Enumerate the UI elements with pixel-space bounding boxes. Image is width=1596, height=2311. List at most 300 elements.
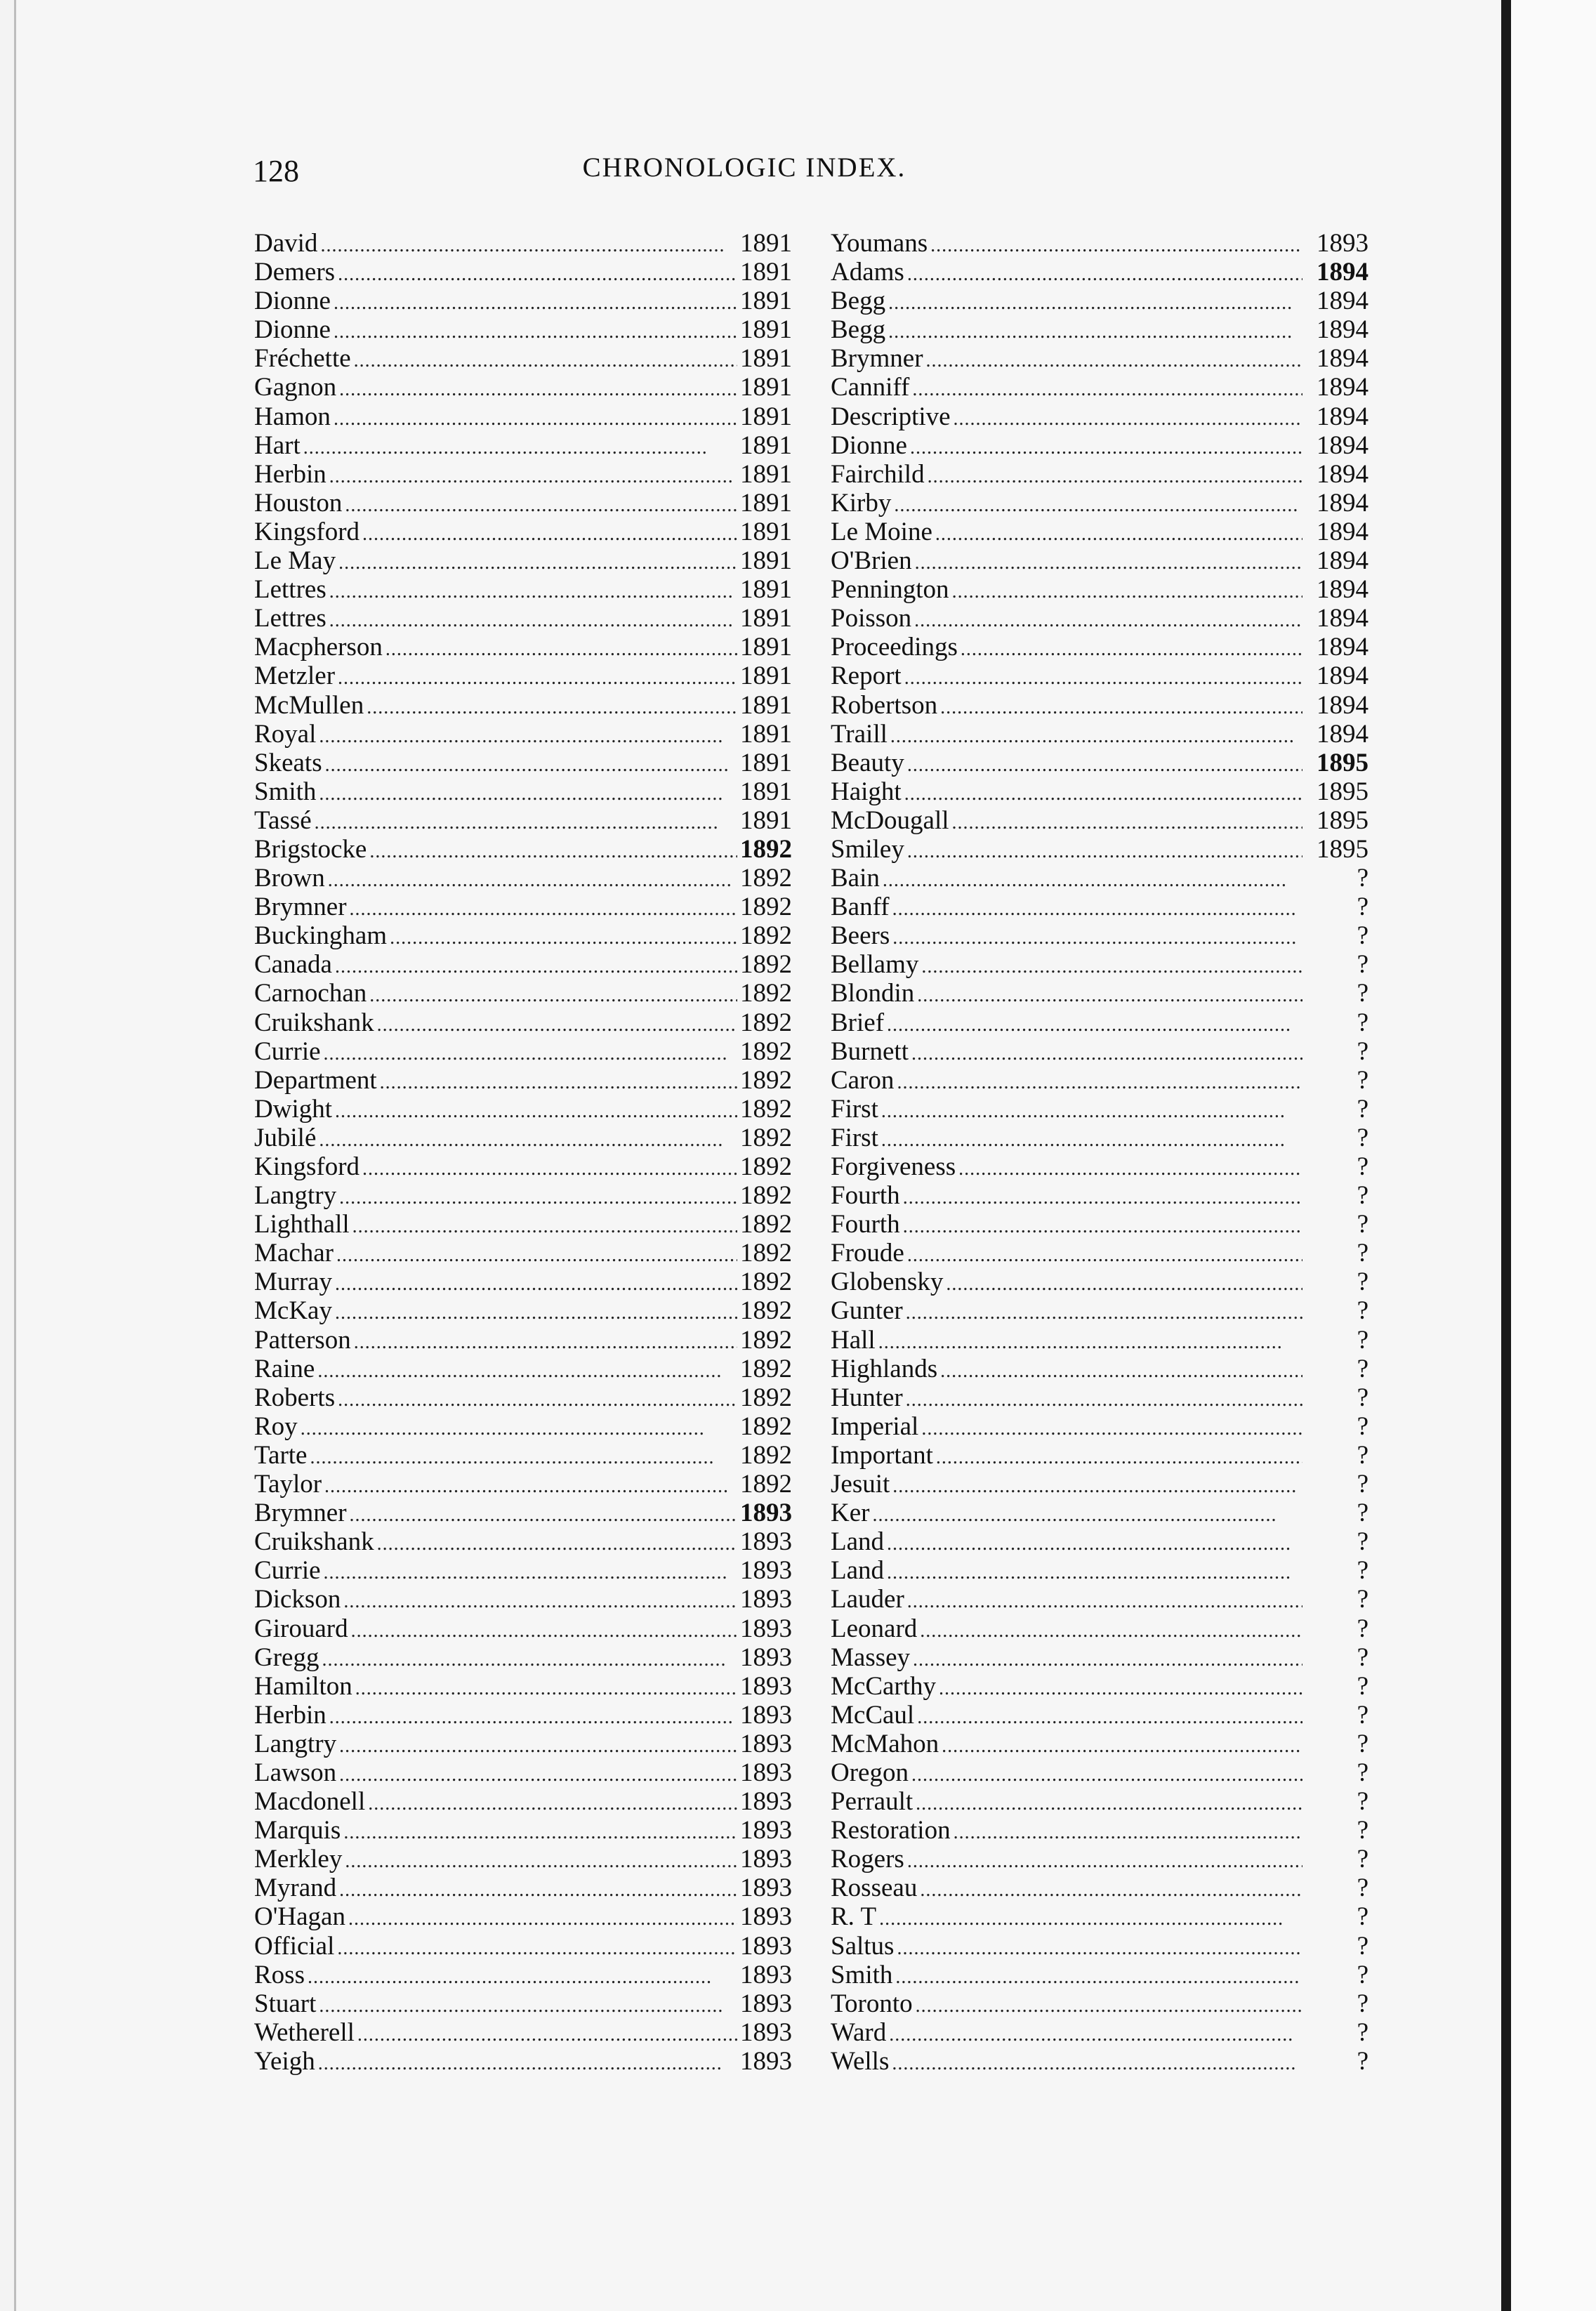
entry-name: Marquis bbox=[254, 1816, 341, 1845]
index-entry bbox=[831, 315, 1369, 344]
entry-name: Raine bbox=[254, 1354, 315, 1383]
dot-leader bbox=[930, 231, 1302, 260]
entry-name: Department bbox=[254, 1065, 377, 1095]
entry-year: ? bbox=[1357, 921, 1369, 951]
entry-year: 1893 bbox=[740, 1902, 792, 1932]
dot-leader bbox=[939, 1674, 1302, 1703]
entry-year: 1893 bbox=[740, 1729, 792, 1758]
index-entry bbox=[831, 373, 1369, 402]
entry-name: Brief bbox=[831, 1008, 885, 1037]
entry-name: Banff bbox=[831, 893, 890, 922]
entry-name: Hamilton bbox=[254, 1671, 352, 1701]
entry-year: 1893 bbox=[740, 1585, 792, 1614]
entry-year: 1894 bbox=[1317, 546, 1369, 576]
dot-leader bbox=[952, 808, 1302, 837]
dot-leader bbox=[942, 1732, 1302, 1760]
entry-name: Dickson bbox=[254, 1585, 341, 1614]
dot-leader bbox=[339, 375, 737, 404]
index-entry bbox=[254, 1932, 792, 1961]
dot-leader bbox=[904, 779, 1302, 808]
entry-name: Brymner bbox=[831, 344, 923, 374]
dot-leader bbox=[881, 1097, 1302, 1126]
entry-name: Lettres bbox=[254, 575, 327, 605]
entry-year: 1894 bbox=[1317, 373, 1369, 402]
entry-year: ? bbox=[1357, 1152, 1369, 1181]
entry-year: 1893 bbox=[1317, 229, 1369, 258]
entry-year: 1894 bbox=[1317, 719, 1369, 749]
entry-name: Land bbox=[831, 1556, 885, 1586]
dot-leader bbox=[385, 635, 737, 664]
entry-name: Traill bbox=[831, 719, 888, 749]
index-entry bbox=[254, 546, 792, 575]
index-column-right bbox=[831, 229, 1369, 2076]
index-entry bbox=[254, 633, 792, 661]
entry-name: Herbin bbox=[254, 459, 327, 489]
entry-name: Brown bbox=[254, 864, 325, 893]
entry-year: 1892 bbox=[740, 979, 792, 1008]
entry-year: 1893 bbox=[740, 1787, 792, 1817]
entry-year: 1891 bbox=[740, 661, 792, 691]
entry-year: 1892 bbox=[740, 1065, 792, 1095]
entry-name: Lawson bbox=[254, 1758, 337, 1787]
entry-name: Tarte bbox=[254, 1440, 308, 1470]
dot-leader bbox=[894, 491, 1302, 520]
dot-leader bbox=[350, 895, 737, 923]
index-entry bbox=[254, 1701, 792, 1730]
entry-name: O'Hagan bbox=[254, 1902, 345, 1932]
entry-name: Froude bbox=[831, 1239, 904, 1268]
entry-year: 1892 bbox=[740, 921, 792, 951]
entry-name: Royal bbox=[254, 719, 317, 749]
entry-year: ? bbox=[1357, 1411, 1369, 1441]
entry-year: 1892 bbox=[740, 1411, 792, 1441]
dot-leader bbox=[368, 1789, 737, 1818]
entry-year: ? bbox=[1357, 1354, 1369, 1383]
dot-leader bbox=[329, 462, 737, 491]
dot-leader bbox=[318, 2049, 737, 2078]
entry-name: R. T bbox=[831, 1902, 877, 1932]
entry-year: 1894 bbox=[1317, 633, 1369, 662]
dot-leader bbox=[328, 866, 737, 895]
entry-year: ? bbox=[1357, 1931, 1369, 1961]
dot-leader bbox=[961, 635, 1302, 664]
entry-year: ? bbox=[1357, 1123, 1369, 1152]
entry-name: Rogers bbox=[831, 1845, 904, 1874]
dot-leader bbox=[369, 981, 737, 1010]
index-entry bbox=[254, 1961, 792, 1989]
index-entry bbox=[831, 835, 1369, 864]
entry-year: 1891 bbox=[740, 777, 792, 806]
entry-year: 1893 bbox=[740, 2046, 792, 2076]
entry-year: 1891 bbox=[740, 373, 792, 402]
entry-year: 1892 bbox=[740, 864, 792, 893]
index-entry bbox=[254, 315, 792, 344]
entry-year: 1893 bbox=[740, 1816, 792, 1845]
dot-leader bbox=[310, 1443, 737, 1472]
entry-name: Brymner bbox=[254, 1499, 347, 1528]
entry-name: Dionne bbox=[254, 315, 331, 345]
index-entry bbox=[831, 1470, 1369, 1499]
dot-leader bbox=[954, 1818, 1302, 1847]
entry-year: 1893 bbox=[740, 1614, 792, 1643]
index-entry bbox=[831, 258, 1369, 287]
page-title: CHRONOLOGIC INDEX. bbox=[582, 152, 906, 183]
entry-name: Important bbox=[831, 1440, 933, 1470]
entry-name: Myrand bbox=[254, 1874, 337, 1903]
page-number: 128 bbox=[253, 154, 299, 188]
entry-name: Hart bbox=[254, 430, 301, 460]
entry-name: Fairchild bbox=[831, 459, 925, 489]
entry-year: 1894 bbox=[1317, 575, 1369, 605]
entry-year: 1891 bbox=[740, 546, 792, 576]
index-entry bbox=[831, 1816, 1369, 1845]
entry-name: McKay bbox=[254, 1296, 332, 1326]
dot-leader bbox=[954, 404, 1302, 433]
index-entry bbox=[254, 1902, 792, 1931]
dot-leader bbox=[879, 1904, 1302, 1933]
index-entry bbox=[254, 864, 792, 893]
entry-year: ? bbox=[1357, 893, 1369, 922]
entry-year: ? bbox=[1357, 950, 1369, 980]
index-entry bbox=[254, 431, 792, 460]
dot-leader bbox=[351, 1617, 737, 1645]
index-entry bbox=[831, 431, 1369, 460]
dot-leader bbox=[362, 520, 737, 548]
dot-leader bbox=[889, 2020, 1302, 2049]
index-entry bbox=[831, 1326, 1369, 1355]
index-entry bbox=[254, 1556, 792, 1585]
dot-leader bbox=[357, 2020, 737, 2049]
entry-name: Ker bbox=[831, 1499, 870, 1528]
index-entry bbox=[831, 1643, 1369, 1672]
entry-year: 1892 bbox=[740, 1325, 792, 1355]
entry-year: 1895 bbox=[1317, 805, 1369, 835]
dot-leader bbox=[319, 779, 737, 808]
index-entry bbox=[254, 1412, 792, 1441]
entry-year: 1892 bbox=[740, 1181, 792, 1211]
dot-leader bbox=[958, 1154, 1302, 1183]
index-entry bbox=[831, 518, 1369, 546]
index-entry bbox=[254, 460, 792, 489]
entry-year: 1891 bbox=[740, 748, 792, 777]
index-entry bbox=[254, 720, 792, 749]
entry-name: Jubilé bbox=[254, 1123, 317, 1152]
index-entry bbox=[254, 1268, 792, 1296]
index-entry bbox=[254, 1874, 792, 1902]
dot-leader bbox=[339, 1732, 737, 1760]
index-entry bbox=[831, 1499, 1369, 1527]
entry-name: Jesuit bbox=[831, 1470, 890, 1499]
index-entry bbox=[831, 1787, 1369, 1816]
entry-year: 1891 bbox=[740, 517, 792, 546]
entry-year: 1894 bbox=[1317, 402, 1369, 431]
dot-leader bbox=[377, 1010, 737, 1039]
entry-name: Begg bbox=[831, 287, 886, 316]
index-entry bbox=[254, 489, 792, 518]
dot-leader bbox=[904, 664, 1302, 692]
index-entry bbox=[831, 691, 1369, 720]
index-entry bbox=[254, 1787, 792, 1816]
index-entry bbox=[831, 575, 1369, 604]
index-entry bbox=[254, 604, 792, 633]
entry-name: Fréchette bbox=[254, 344, 351, 374]
entry-name: Le May bbox=[254, 546, 336, 576]
entry-name: Murray bbox=[254, 1268, 332, 1297]
dot-leader bbox=[887, 1558, 1302, 1587]
entry-name: Gunter bbox=[831, 1296, 903, 1326]
entry-name: Burnett bbox=[831, 1036, 909, 1066]
entry-name: Tassé bbox=[254, 805, 312, 835]
index-entry bbox=[254, 979, 792, 1008]
dot-leader bbox=[354, 1328, 737, 1357]
dot-leader bbox=[920, 1876, 1302, 1904]
entry-year: 1892 bbox=[740, 1210, 792, 1239]
dot-leader bbox=[355, 1674, 737, 1703]
dot-leader bbox=[907, 1847, 1302, 1876]
entry-year: 1891 bbox=[740, 315, 792, 345]
entry-year: ? bbox=[1357, 1585, 1369, 1614]
entry-name: Oregon bbox=[831, 1758, 909, 1787]
index-entry bbox=[254, 287, 792, 315]
entry-name: O'Brien bbox=[831, 546, 912, 576]
entry-year: ? bbox=[1357, 1614, 1369, 1643]
index-entry bbox=[831, 777, 1369, 806]
index-entry bbox=[254, 518, 792, 546]
index-entry bbox=[831, 893, 1369, 921]
index-entry bbox=[254, 1008, 792, 1037]
index-entry bbox=[254, 806, 792, 835]
entry-year: ? bbox=[1357, 1960, 1369, 1989]
index-entry bbox=[254, 1441, 792, 1470]
index-entry bbox=[831, 1961, 1369, 1989]
entry-year: 1892 bbox=[740, 1036, 792, 1066]
index-entry bbox=[831, 546, 1369, 575]
index-entry bbox=[831, 1902, 1369, 1931]
entry-name: Carnochan bbox=[254, 979, 367, 1008]
index-entry bbox=[831, 1066, 1369, 1095]
index-entry bbox=[831, 1874, 1369, 1902]
dot-leader bbox=[329, 606, 737, 635]
entry-year: 1894 bbox=[1317, 690, 1369, 720]
index-entry bbox=[254, 229, 792, 258]
index-entry bbox=[831, 1672, 1369, 1701]
dot-leader bbox=[338, 260, 737, 289]
index-entry bbox=[831, 1527, 1369, 1556]
dot-leader bbox=[928, 462, 1302, 491]
entry-year: 1894 bbox=[1317, 287, 1369, 316]
entry-name: Herbin bbox=[254, 1700, 327, 1730]
entry-year: 1892 bbox=[740, 1094, 792, 1124]
entry-name: Ross bbox=[254, 1960, 305, 1989]
entry-year: ? bbox=[1357, 1642, 1369, 1672]
index-entry bbox=[831, 489, 1369, 518]
entry-name: Massey bbox=[831, 1642, 911, 1672]
dot-leader bbox=[946, 1270, 1302, 1298]
entry-year: 1891 bbox=[740, 575, 792, 605]
index-entry bbox=[831, 979, 1369, 1008]
index-entry bbox=[831, 1932, 1369, 1961]
dot-leader bbox=[329, 577, 737, 606]
entry-year: 1892 bbox=[740, 1440, 792, 1470]
entry-name: Beers bbox=[831, 921, 890, 951]
dot-leader bbox=[335, 1298, 737, 1327]
dot-leader bbox=[334, 289, 737, 317]
dot-leader bbox=[907, 1241, 1302, 1270]
entry-name: Ward bbox=[831, 2017, 887, 2047]
entry-name: Macpherson bbox=[254, 633, 383, 662]
dot-leader bbox=[920, 1617, 1302, 1645]
index-entry bbox=[831, 344, 1369, 373]
dot-leader bbox=[325, 751, 737, 779]
entry-year: ? bbox=[1357, 979, 1369, 1008]
entry-year: ? bbox=[1357, 864, 1369, 893]
dot-leader bbox=[319, 1991, 737, 2020]
entry-year: 1892 bbox=[740, 1268, 792, 1297]
entry-year: 1893 bbox=[740, 1874, 792, 1903]
dot-leader bbox=[878, 1328, 1302, 1357]
entry-name: Saltus bbox=[831, 1931, 895, 1961]
index-entry bbox=[254, 1181, 792, 1210]
entry-name: Langtry bbox=[254, 1181, 337, 1211]
dot-leader bbox=[910, 433, 1302, 462]
dot-leader bbox=[895, 1963, 1302, 1991]
dot-leader bbox=[890, 722, 1302, 751]
dot-leader bbox=[917, 981, 1302, 1010]
entry-year: 1892 bbox=[740, 1383, 792, 1412]
index-entry bbox=[831, 806, 1369, 835]
index-entry bbox=[831, 950, 1369, 979]
index-entry bbox=[831, 1556, 1369, 1585]
entry-name: Metzler bbox=[254, 661, 336, 691]
index-entry bbox=[254, 661, 792, 690]
entry-name: Currie bbox=[254, 1036, 321, 1066]
dot-leader bbox=[338, 1385, 737, 1414]
entry-year: ? bbox=[1357, 1902, 1369, 1932]
entry-name: Canada bbox=[254, 950, 332, 980]
index-entry bbox=[831, 1730, 1369, 1758]
entry-name: Forgiveness bbox=[831, 1152, 956, 1181]
index-entry bbox=[831, 402, 1369, 431]
entry-year: 1893 bbox=[740, 1642, 792, 1672]
dot-leader bbox=[917, 1703, 1302, 1732]
entry-year: 1891 bbox=[740, 488, 792, 518]
index-entry bbox=[831, 1268, 1369, 1296]
entry-year: ? bbox=[1357, 1296, 1369, 1326]
dot-leader bbox=[319, 1126, 737, 1154]
index-entry bbox=[254, 402, 792, 431]
dot-leader bbox=[907, 260, 1302, 289]
entry-name: Yeigh bbox=[254, 2046, 315, 2076]
entry-year: 1892 bbox=[740, 1152, 792, 1181]
dot-leader bbox=[914, 606, 1302, 635]
index-entry bbox=[831, 2018, 1369, 2047]
entry-year: 1892 bbox=[740, 1123, 792, 1152]
dot-leader bbox=[336, 1241, 737, 1270]
index-entry bbox=[831, 720, 1369, 749]
index-column-left bbox=[254, 229, 792, 2076]
dot-leader bbox=[903, 1183, 1302, 1212]
entry-name: Robertson bbox=[831, 690, 938, 720]
entry-year: 1892 bbox=[740, 893, 792, 922]
index-entry bbox=[254, 1037, 792, 1066]
index-entry bbox=[254, 1614, 792, 1643]
index-entry bbox=[831, 1355, 1369, 1383]
dot-leader bbox=[907, 1587, 1302, 1616]
entry-name: Smith bbox=[831, 1960, 893, 1989]
entry-year: ? bbox=[1357, 1729, 1369, 1758]
dot-leader bbox=[303, 433, 737, 462]
entry-year: 1894 bbox=[1317, 315, 1369, 345]
entry-name: Pennington bbox=[831, 575, 949, 605]
entry-year: 1891 bbox=[740, 690, 792, 720]
index-entry bbox=[254, 2047, 792, 2076]
index-entry bbox=[254, 1239, 792, 1268]
dot-leader bbox=[872, 1501, 1302, 1529]
dot-leader bbox=[362, 1154, 737, 1183]
dot-leader bbox=[324, 1472, 737, 1501]
index-entry bbox=[831, 1614, 1369, 1643]
entry-name: Hamon bbox=[254, 402, 331, 431]
entry-year: ? bbox=[1357, 1527, 1369, 1557]
index-entry bbox=[254, 1845, 792, 1874]
dot-leader bbox=[339, 1876, 737, 1904]
index-entry bbox=[831, 1124, 1369, 1152]
entry-name: Merkley bbox=[254, 1845, 343, 1874]
index-entry bbox=[254, 1470, 792, 1499]
index-entry bbox=[254, 835, 792, 864]
dot-leader bbox=[921, 952, 1302, 981]
entry-name: Highlands bbox=[831, 1354, 938, 1383]
dot-leader bbox=[912, 375, 1302, 404]
index-entry bbox=[254, 691, 792, 720]
entry-year: 1894 bbox=[1317, 459, 1369, 489]
dot-leader bbox=[317, 1357, 737, 1385]
entry-year: 1894 bbox=[1317, 661, 1369, 691]
dot-leader bbox=[881, 1126, 1302, 1154]
entry-name: McMahon bbox=[831, 1729, 939, 1758]
entry-year: 1893 bbox=[740, 1758, 792, 1787]
dot-leader bbox=[337, 1934, 737, 1963]
dot-leader bbox=[345, 491, 737, 520]
entry-name: Report bbox=[831, 661, 902, 691]
entry-name: Poisson bbox=[831, 604, 912, 633]
index-entry bbox=[254, 2018, 792, 2047]
entry-name: Descriptive bbox=[831, 402, 951, 431]
dot-leader bbox=[339, 1760, 737, 1789]
entry-name: David bbox=[254, 229, 318, 258]
dot-leader bbox=[916, 1789, 1302, 1818]
dot-leader bbox=[926, 346, 1302, 375]
dot-leader bbox=[888, 317, 1302, 346]
dot-leader bbox=[892, 895, 1302, 923]
index-entry bbox=[254, 1355, 792, 1383]
entry-name: Lauder bbox=[831, 1585, 904, 1614]
index-entry bbox=[831, 1239, 1369, 1268]
entry-name: Lettres bbox=[254, 604, 327, 633]
entry-year: ? bbox=[1357, 1008, 1369, 1037]
entry-name: Leonard bbox=[831, 1614, 918, 1643]
entry-name: Kingsford bbox=[254, 517, 360, 546]
dot-leader bbox=[348, 1904, 737, 1933]
dot-leader bbox=[343, 1818, 737, 1847]
entry-year: 1895 bbox=[1317, 834, 1369, 864]
entry-year: 1892 bbox=[740, 950, 792, 980]
entry-year: ? bbox=[1357, 1874, 1369, 1903]
index-entry bbox=[254, 575, 792, 604]
entry-year: 1891 bbox=[740, 229, 792, 258]
entry-year: 1892 bbox=[740, 1008, 792, 1037]
index-entry bbox=[831, 287, 1369, 315]
